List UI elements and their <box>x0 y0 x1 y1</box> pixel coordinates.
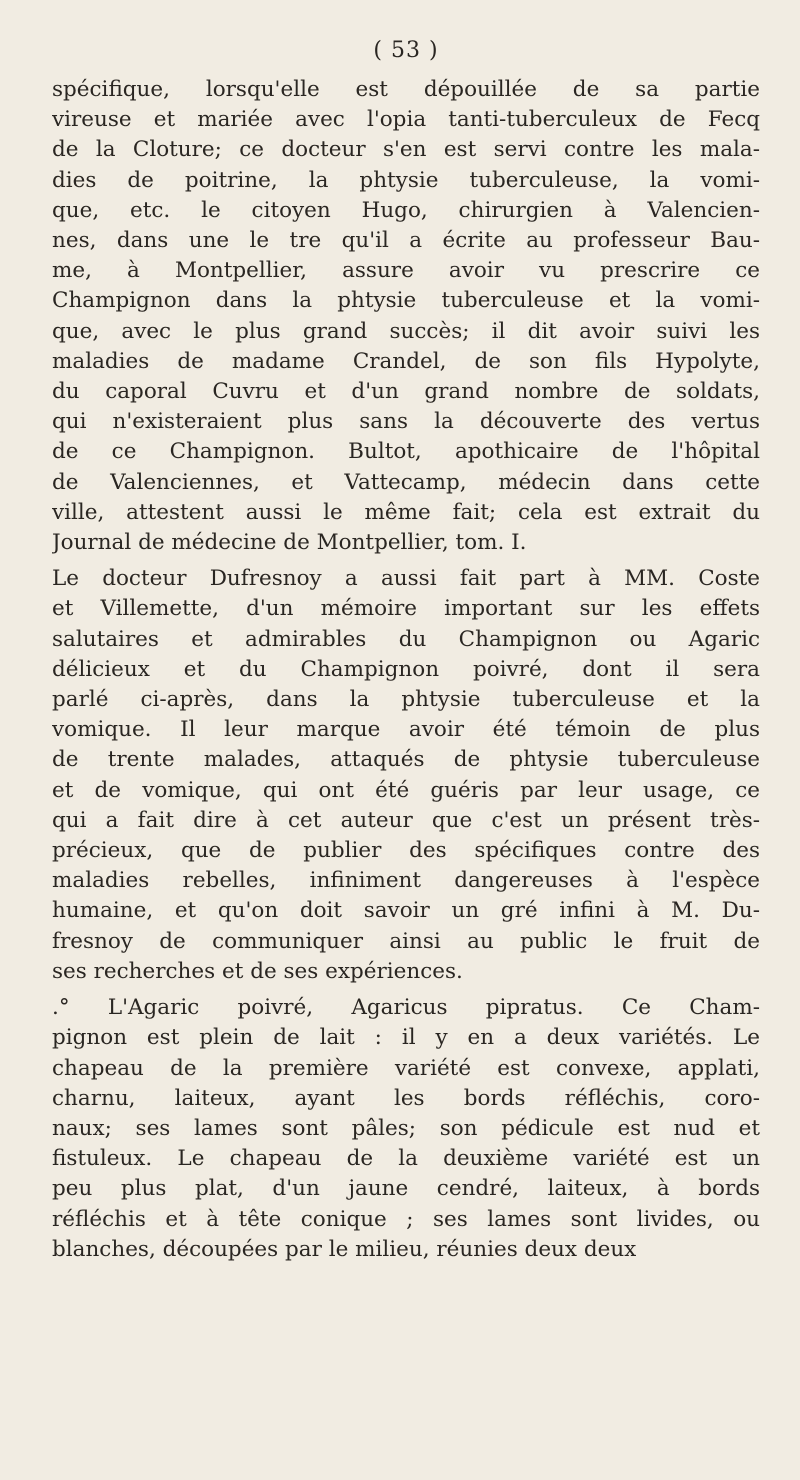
text-line: vireuse et mariée avec l'opia tanti-tuberculeux de Fecq <box>52 107 760 133</box>
text-line: pignon est plein de lait : il y en a deux variétés. Le <box>52 1025 760 1051</box>
text-line: spécifique, lorsqu'elle est dépouillée de sa partie <box>52 77 760 102</box>
text-line: délicieux et du Champignon poivré, dont il sera <box>52 656 760 682</box>
page-number: ( 53 ) <box>373 38 439 63</box>
text-line: de Valenciennes, et Vattecamp, médecin dans cette <box>52 469 760 495</box>
text-line: chapeau de la première variété est convexe, applati, <box>52 1055 760 1081</box>
paragraph <box>52 75 760 558</box>
text-line: ville, attestent aussi le même fait; cela est extrait du <box>52 499 760 525</box>
text-line: maladies rebelles, infiniment dangereuses à l'espèce <box>52 868 760 894</box>
text-line: .° L'Agaric poivré, Agaricus pipratus. Ce Cham- <box>52 995 760 1021</box>
paragraph <box>52 564 760 987</box>
text-line: de la Cloture; ce docteur s'en est servi contre les mala- <box>52 137 760 163</box>
paragraph <box>52 993 760 1265</box>
text-line: Champignon dans la phtysie tuberculeuse et la vomi- <box>52 288 760 314</box>
text-line: dies de poitrine, la phtysie tuberculeuse, la vomi- <box>52 167 760 193</box>
text-line: ses recherches et de ses expériences. <box>52 958 463 984</box>
text-line: maladies de madame Crandel, de son fils Hypolyte, <box>52 348 760 374</box>
text-line: réfléchis et à tête conique ; ses lames sont livides, ou <box>52 1206 760 1232</box>
text-line: Le docteur Dufresnoy a aussi fait part à MM. Coste <box>52 566 760 592</box>
text-line: salutaires et admirables du Champignon ou Agaric <box>52 626 760 652</box>
text-line: peu plus plat, d'un jaune cendré, laiteux, à bords <box>52 1176 760 1202</box>
text-line: parlé ci-après, dans la phtysie tuberculeuse et la <box>52 687 760 713</box>
text-line: Journal de médecine de Montpellier, tom. I. <box>52 530 527 556</box>
text-line: précieux, que de publier des spécifiques contre des <box>52 838 760 864</box>
text-line: qui a fait dire à cet auteur que c'est un présent très- <box>52 807 760 833</box>
text-line: humaine, et qu'on doit savoir un gré infini à M. Du- <box>52 898 760 924</box>
text-line: nes, dans une le tre qu'il a écrite au professeur Bau- <box>52 228 760 254</box>
text-line: que, etc. le citoyen Hugo, chirurgien à Valencien- <box>52 197 760 223</box>
text-line: de trente malades, attaqués de phtysie tuberculeuse <box>52 747 760 773</box>
text-line: blanches, découpées par le milieu, réunies deux deux <box>52 1236 637 1262</box>
text-line: du caporal Cuvru et d'un grand nombre de soldats, <box>52 379 760 405</box>
text-line: et Villemette, d'un mémoire important sur les effets <box>52 596 760 622</box>
text-line: fresnoy de communiquer ainsi au public le fruit de <box>52 928 760 954</box>
text-line: que, avec le plus grand succès; il dit avoir suivi les <box>52 318 760 344</box>
text-line: de ce Champignon. Bultot, apothicaire de l'hôpital <box>52 439 760 465</box>
text-line: charnu, laiteux, ayant les bords réfléchis, coro- <box>52 1085 760 1111</box>
text-line: qui n'existeraient plus sans la découverte des vertus <box>52 409 760 435</box>
text-line: me, à Montpellier, assure avoir vu prescrire ce <box>52 258 760 284</box>
text-line: naux; ses lames sont pâles; son pédicule est nud et <box>52 1115 760 1141</box>
text-line: fistuleux. Le chapeau de la deuxième variété est un <box>52 1146 760 1172</box>
body-text <box>52 75 760 1265</box>
text-line: et de vomique, qui ont été guéris par leur usage, ce <box>52 777 760 803</box>
text-line: vomique. Il leur marque avoir été témoin de plus <box>52 717 760 743</box>
